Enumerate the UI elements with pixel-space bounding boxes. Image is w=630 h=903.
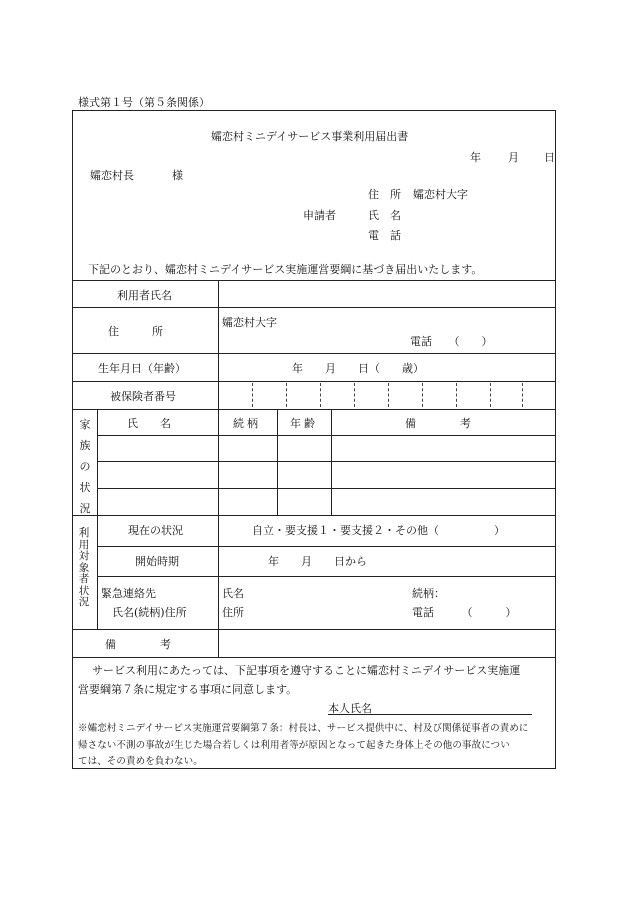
row-line	[72, 657, 556, 658]
digit-divider	[422, 383, 423, 407]
contact-name: 氏名	[222, 587, 244, 600]
digit-divider	[456, 383, 457, 407]
user-name-label: 利用者氏名	[117, 289, 172, 302]
column-line	[277, 409, 278, 515]
row-line	[97, 488, 556, 489]
address-value: 孀恋村大字	[222, 316, 277, 329]
column-line	[331, 409, 332, 515]
signature-line	[328, 714, 532, 715]
applicant-address-value: 孀恋村大字	[413, 188, 468, 201]
note-line2: 帰さない不測の事故が生じた場合若しくは利用者等が原因となって起きた身体上その他の事故につい	[78, 740, 510, 751]
signature-label: 本人氏名	[328, 702, 372, 715]
column-line	[97, 409, 98, 629]
current-status-value: 自立・要支援１・要支援２・その他（ ）	[252, 524, 505, 537]
row-line	[72, 307, 556, 308]
insurance-number-label: 被保険者番号	[110, 390, 176, 403]
remarks-label: 備 考	[105, 638, 171, 651]
contact-relation: 続柄：	[412, 587, 445, 600]
row-line	[72, 409, 556, 410]
applicant-role: 申請者	[303, 209, 336, 222]
contact-phone: 電話 （ ）	[412, 606, 517, 619]
family-header-age: 年齢	[290, 417, 318, 430]
digit-divider	[388, 383, 389, 407]
family-header-relation: 続柄	[233, 417, 261, 430]
row-line	[72, 280, 556, 281]
date-day: 日	[544, 151, 555, 164]
note-line3: ては、その責めを負わない。	[78, 756, 203, 767]
family-header-name: 氏 名	[127, 417, 171, 430]
address-phone: 電話 （ ）	[410, 335, 493, 348]
addressee-honorific: 様	[172, 169, 183, 182]
eligibility-side-label: 利用対象者状況	[78, 527, 90, 608]
form-title: 孀恋村ミニデイサービス事業利用届出書	[211, 130, 409, 143]
consent-text-line2: 営要綱第７条に規定する事項に同意します。	[78, 683, 298, 696]
row-line	[97, 461, 556, 462]
applicant-address-label: 住 所	[368, 188, 401, 201]
applicant-name-label: 氏 名	[368, 209, 401, 222]
digit-divider	[354, 383, 355, 407]
date-month: 月	[508, 151, 519, 164]
row-line	[72, 629, 556, 630]
column-line	[218, 629, 219, 657]
note-line1: ※孀恋村ミニデイサービス実施運営要綱第７条：村長は、サービス提供中に、村及び関係従事者の責めに	[78, 723, 529, 734]
family-header-remarks: 備 考	[405, 417, 471, 430]
digit-divider	[490, 383, 491, 407]
column-line	[218, 409, 219, 515]
addressee-name: 孀恋村長	[90, 169, 134, 182]
emergency-contact-sublabel: 氏名(続柄)住所	[112, 606, 187, 619]
column-line	[218, 515, 219, 629]
contact-address: 住所	[222, 606, 244, 619]
digit-divider	[286, 383, 287, 407]
emergency-contact-label: 緊急連絡先	[101, 587, 156, 600]
digit-divider	[252, 383, 253, 407]
digit-divider	[522, 383, 523, 407]
address-label: 住 所	[108, 325, 163, 338]
row-line	[72, 353, 556, 354]
intro-text: 下記のとおり、孀恋村ミニデイサービス実施運営要綱に基づき届出いたします。	[88, 263, 483, 276]
date-year: 年	[470, 151, 481, 164]
current-status-label: 現在の状況	[128, 524, 183, 537]
row-line	[72, 381, 556, 382]
consent-text-line1: サービス利用にあたっては、下記事項を遵守することに孀恋村ミニデイサービス実施運	[92, 664, 521, 677]
row-line	[97, 576, 556, 577]
form-number: 様式第１号（第５条関係）	[78, 96, 210, 109]
applicant-phone-label: 電 話	[368, 229, 401, 242]
row-line	[97, 546, 556, 547]
birthdate-label: 生年月日（年齢）	[98, 362, 186, 375]
birthdate-value: 年 月 日（ 歳）	[292, 362, 424, 375]
row-line	[72, 515, 556, 516]
family-side-label: 家族の状況	[79, 418, 91, 515]
start-time-value: 年 月 日から	[268, 555, 367, 568]
digit-divider	[320, 383, 321, 407]
start-time-label: 開始時期	[135, 555, 179, 568]
column-line	[218, 280, 219, 409]
row-line	[97, 435, 556, 436]
